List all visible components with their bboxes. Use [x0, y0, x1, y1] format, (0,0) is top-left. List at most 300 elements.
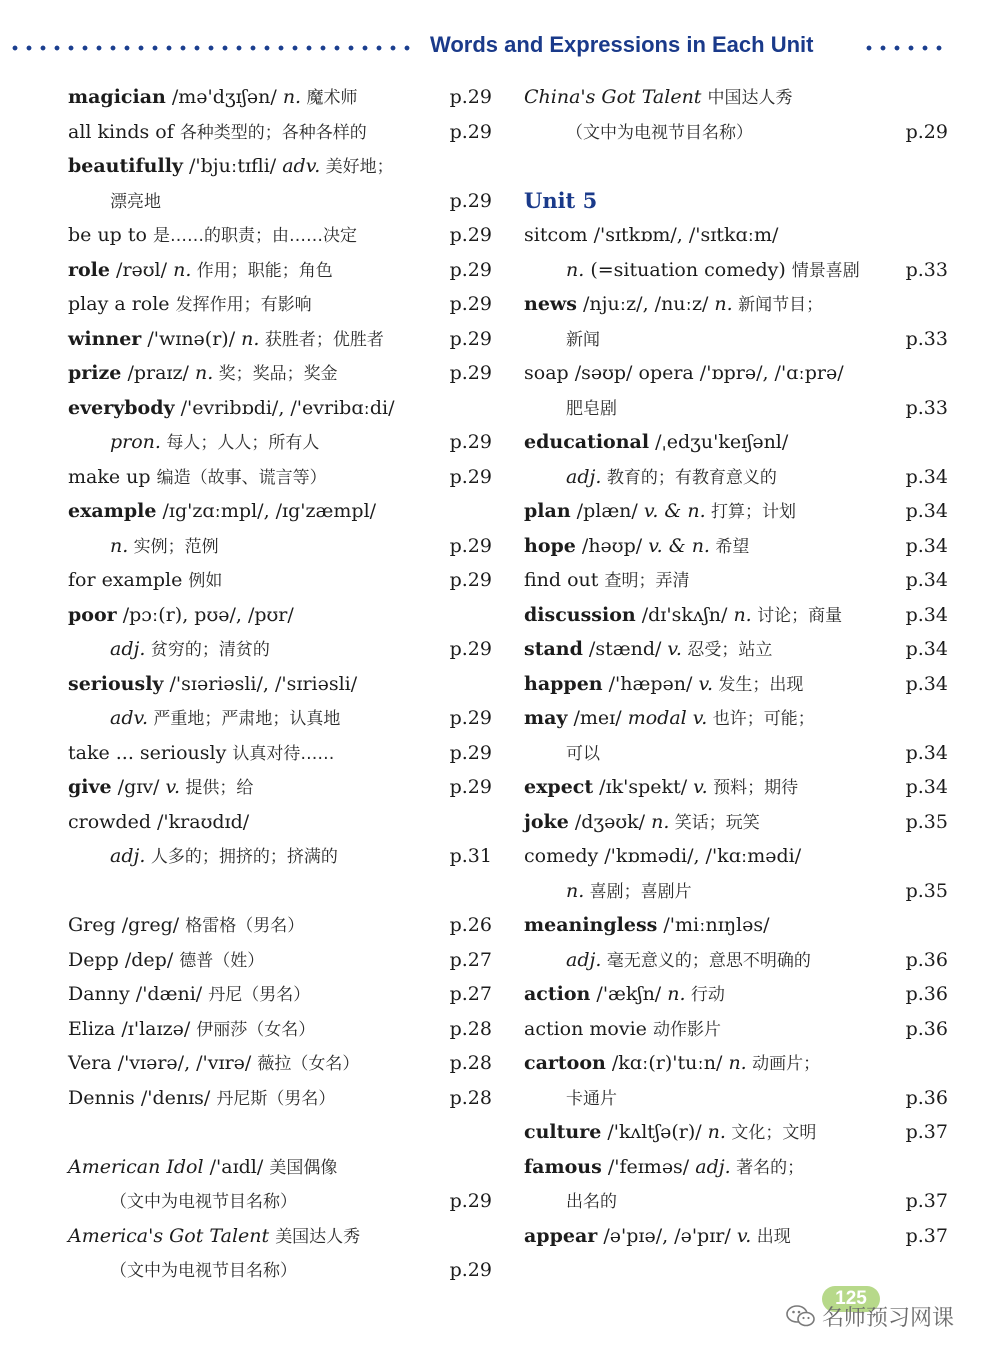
chinese-gloss: 发挥作用；有影响	[175, 295, 312, 315]
page-reference: p.36	[905, 1086, 948, 1109]
entry-text	[566, 943, 811, 979]
page-reference: p.29	[449, 741, 492, 764]
part-of-speech: modal v.	[627, 707, 708, 729]
vocab-entry-line	[68, 977, 492, 1012]
headword: action	[524, 983, 591, 1005]
vocab-entry-line	[68, 253, 492, 288]
part-of-speech: America's Got Talent	[68, 1224, 270, 1247]
page-reference: p.34	[905, 672, 948, 695]
page-reference: p.28	[449, 1017, 492, 1040]
entry-text	[524, 287, 823, 323]
entry-segment: Greg /greg/	[68, 914, 186, 936]
vocab-entry-line	[68, 839, 492, 874]
vocab-entry-line	[68, 1150, 492, 1185]
entry-text	[566, 1081, 617, 1117]
chinese-gloss: 发生；出现	[713, 674, 804, 695]
wechat-icon	[786, 1304, 816, 1328]
chinese-gloss: 编造（故事、谎言等）	[156, 467, 327, 488]
entry-text	[68, 287, 312, 323]
entry-text	[68, 977, 310, 1013]
entry-text	[524, 667, 803, 703]
page-reference: p.33	[905, 396, 948, 419]
entry-text	[524, 1150, 804, 1186]
vocab-entry-line	[524, 322, 948, 357]
page-reference: p.33	[905, 327, 948, 350]
vocab-entry-line	[524, 1219, 948, 1254]
entry-segment: /meɪ/	[567, 707, 628, 729]
entry-text	[524, 218, 778, 253]
chinese-gloss: 动作影片	[652, 1019, 721, 1040]
vocab-entry-line	[68, 701, 492, 736]
entry-segment: comedy /'kɒmədi/, /'kɑːmədi/	[524, 845, 802, 867]
chinese-gloss: 忍受；站立	[681, 640, 773, 660]
entry-segment: soap /səʊp/ opera /'ɒprə/, /'ɑːprə/	[524, 362, 844, 384]
chinese-gloss: （文中为电视节目名称）	[110, 1192, 297, 1212]
part-of-speech: adj.	[566, 465, 602, 488]
vocab-entry-line	[524, 701, 948, 736]
entry-segment: /pɔː(r), pʊə/, /pʊr/	[116, 603, 294, 626]
headword: beautifully	[68, 155, 183, 177]
entry-text	[68, 460, 327, 496]
chinese-gloss: 认真对待……	[232, 743, 335, 764]
entry-text	[68, 391, 395, 426]
entry-text	[68, 805, 249, 840]
entry-text	[68, 1219, 360, 1255]
chinese-gloss: 美国偶像	[269, 1157, 338, 1178]
right-column	[524, 80, 948, 1253]
page-reference: p.29	[905, 120, 948, 143]
vocab-entry-line	[68, 563, 492, 598]
entry-text	[68, 598, 294, 633]
entry-text	[524, 770, 798, 806]
headword: role	[68, 258, 110, 281]
vocab-entry-line	[68, 391, 492, 426]
entry-segment: (=situation comedy)	[584, 258, 792, 281]
entry-segment: /ˌedʒu'keɪʃənl/	[649, 431, 789, 453]
vocab-entry-line	[68, 736, 492, 771]
part-of-speech: n.	[110, 534, 129, 557]
entry-segment: /rəʊl/	[110, 258, 174, 281]
part-of-speech: China's Got Talent	[524, 86, 702, 108]
spacer	[68, 874, 492, 909]
entry-segment: take ... seriously	[68, 741, 233, 764]
entry-segment: /'evribɒdi/, /'evribɑːdi/	[174, 396, 395, 419]
page-reference: p.37	[905, 1121, 948, 1143]
chinese-gloss: 格雷格（男名）	[185, 916, 305, 936]
chinese-gloss: 可以	[566, 743, 600, 764]
entry-text	[68, 80, 358, 116]
part-of-speech: adv.	[110, 707, 149, 729]
entry-segment: /'miːnɪŋləs/	[657, 914, 770, 936]
entry-segment: /'hæpən/	[602, 672, 699, 695]
entry-segment: Dennis /'denɪs/	[68, 1086, 217, 1109]
entry-text	[68, 1150, 337, 1186]
entry-text	[68, 115, 367, 151]
page-reference: p.26	[449, 914, 492, 936]
unit-heading: Unit 5	[524, 187, 598, 213]
entry-text	[524, 701, 815, 737]
chinese-gloss: 奖；奖品；奖金	[213, 364, 338, 384]
chinese-gloss: 肥皂剧	[566, 398, 617, 419]
entry-segment: /'ækʃn/	[590, 983, 668, 1005]
page-reference: p.29	[449, 224, 492, 246]
page-reference: p.29	[449, 1259, 492, 1281]
part-of-speech: n.	[733, 603, 752, 626]
entry-segment: /mə'dʒɪʃən/	[165, 86, 283, 108]
vocab-entry-line	[524, 115, 948, 150]
chinese-gloss: 讨论；商量	[751, 605, 843, 626]
spacer	[68, 1115, 492, 1150]
part-of-speech: n.	[707, 1121, 726, 1143]
chinese-gloss: 希望	[709, 536, 750, 557]
vocab-entry-line	[524, 1115, 948, 1150]
chinese-gloss: 美好地；	[320, 157, 394, 177]
entry-text	[524, 1046, 820, 1082]
entry-segment: play a role	[68, 293, 176, 315]
part-of-speech: n.	[241, 327, 260, 350]
vocab-entry-line	[524, 770, 948, 805]
vocab-entry-line	[524, 1012, 948, 1047]
part-of-speech: American Idol	[68, 1155, 204, 1178]
headword: appear	[524, 1224, 598, 1247]
vocab-entry-line	[524, 805, 948, 840]
entry-segment: Eliza /ɪ'laɪzə/	[68, 1017, 197, 1040]
vocab-entry-line	[524, 598, 948, 633]
page-reference: p.27	[449, 948, 492, 971]
entry-text	[524, 805, 760, 841]
chinese-gloss: 新闻	[566, 329, 600, 350]
entry-segment: /ɪg'zɑːmpl/, /ɪg'zæmpl/	[156, 500, 377, 522]
entry-text	[566, 1184, 617, 1220]
vocab-entry-line	[524, 1150, 948, 1185]
page-reference: p.33	[905, 258, 948, 281]
headword: meaningless	[524, 914, 658, 936]
entry-segment: /'feɪməs/	[601, 1155, 696, 1178]
entry-text	[68, 356, 338, 392]
entry-segment: /njuːz/, /nuːz/	[576, 293, 715, 315]
vocab-entry-line	[524, 874, 948, 909]
entry-text	[68, 943, 264, 979]
headword: poor	[68, 603, 117, 626]
part-of-speech: adj.	[695, 1155, 731, 1178]
vocab-entry-line	[524, 736, 948, 771]
vocab-entry-line	[524, 977, 948, 1012]
headword: news	[524, 293, 577, 315]
vocab-entry-line	[68, 322, 492, 357]
vocab-entry-line	[524, 563, 948, 598]
part-of-speech: n.	[728, 1052, 747, 1074]
chinese-gloss: 行动	[685, 985, 725, 1005]
part-of-speech: adj.	[110, 845, 146, 867]
entry-segment: sitcom /'sɪtkɒm/, /'sɪtkɑːm/	[524, 224, 779, 246]
part-of-speech: v.	[698, 672, 713, 695]
entry-segment: /plæn/	[570, 500, 644, 522]
entry-segment: /dɪ'skʌʃn/	[635, 603, 734, 626]
vocab-entry-line	[524, 460, 948, 495]
page-title: Words and Expressions in Each Unit	[430, 32, 814, 57]
vocab-entry-line	[524, 494, 948, 529]
page-reference: p.29	[449, 258, 492, 281]
entry-text	[566, 391, 617, 427]
entry-text	[68, 770, 253, 806]
headword: give	[68, 776, 112, 798]
entry-text	[68, 736, 334, 772]
page-reference: p.29	[449, 293, 492, 315]
watermark	[786, 1298, 954, 1334]
page-reference: p.35	[905, 810, 948, 833]
entry-text	[566, 460, 777, 496]
part-of-speech: adj.	[566, 948, 602, 971]
page-header	[0, 28, 1000, 68]
vocab-entry-line	[68, 80, 492, 115]
chinese-gloss: 例如	[188, 571, 223, 591]
page-reference: p.29	[449, 362, 492, 384]
chinese-gloss: 预料；期待	[707, 778, 799, 798]
page-reference: p.31	[449, 845, 492, 867]
chinese-gloss: 作用；职能；角色	[191, 260, 333, 281]
headword: happen	[524, 672, 603, 695]
entry-text	[524, 598, 842, 634]
chinese-gloss: 笑话；玩笑	[669, 812, 760, 833]
headword: everybody	[68, 396, 175, 419]
vocab-entry-line	[68, 494, 492, 529]
entry-text	[524, 80, 793, 116]
chinese-gloss: 实例；范例	[128, 536, 219, 557]
entry-text	[110, 529, 219, 565]
vocab-entry-line	[68, 1184, 492, 1219]
part-of-speech: v.	[693, 776, 708, 798]
vocab-entry-line	[524, 943, 948, 978]
page-reference: p.27	[449, 983, 492, 1005]
vocab-entry-line	[524, 425, 948, 460]
entry-text	[110, 1184, 297, 1220]
headword: winner	[68, 327, 142, 350]
part-of-speech: v.	[667, 638, 682, 660]
page-reference: p.29	[449, 534, 492, 557]
vocab-entry-line	[68, 425, 492, 460]
entry-text	[566, 874, 692, 910]
entry-text	[524, 977, 725, 1013]
page-reference: p.29	[449, 327, 492, 350]
vocab-entry-line	[68, 287, 492, 322]
chinese-gloss: 德普（姓）	[179, 950, 265, 971]
vocab-entry-line	[524, 391, 948, 426]
vocab-entry-line	[68, 1046, 492, 1081]
chinese-gloss: 丹尼（男名）	[208, 985, 311, 1005]
chinese-gloss: 新闻节目；	[732, 295, 824, 315]
page-reference: p.29	[449, 638, 492, 660]
vocab-entry-line	[68, 149, 492, 184]
entry-segment: /stænd/	[582, 638, 668, 660]
entry-text	[68, 253, 333, 289]
headword: seriously	[68, 672, 164, 695]
chinese-gloss: 中国达人秀	[707, 88, 793, 108]
headword: magician	[68, 86, 166, 108]
spacer	[524, 149, 948, 184]
entry-segment: crowded /'kraʊdɪd/	[68, 810, 250, 833]
chinese-gloss: 打算；计划	[705, 502, 797, 522]
part-of-speech: n.	[282, 86, 302, 108]
vocab-entry-line	[68, 356, 492, 391]
headword: hope	[524, 534, 576, 557]
page-reference: p.37	[905, 1224, 948, 1247]
page-reference: p.34	[905, 776, 948, 798]
chinese-gloss: 情景喜剧	[791, 260, 860, 281]
vocab-entry-line	[68, 218, 492, 253]
entry-text	[524, 1219, 791, 1255]
entry-text	[110, 839, 338, 875]
headword: example	[68, 500, 157, 522]
chinese-gloss: 严重地；严肃地；认真地	[148, 709, 341, 729]
page-reference: p.29	[449, 86, 492, 108]
vocab-entry-line	[68, 115, 492, 150]
entry-text	[524, 494, 796, 530]
header-dots-right	[862, 44, 942, 52]
headword: may	[524, 707, 568, 729]
page-reference: p.29	[449, 120, 492, 143]
chinese-gloss: 著名的；	[730, 1157, 805, 1178]
page-reference: p.29	[449, 776, 492, 798]
entry-text	[68, 218, 357, 254]
page-reference: p.36	[905, 983, 948, 1005]
entry-segment: /kɑː(r)'tuːn/	[605, 1052, 729, 1074]
entry-text	[68, 1081, 335, 1117]
vocab-entry-line	[68, 460, 492, 495]
entry-text	[68, 908, 304, 944]
vocab-entry-line	[68, 184, 492, 219]
entry-segment: /ə'pɪə/, /ə'pɪr/	[597, 1224, 737, 1247]
headword: prize	[68, 362, 122, 384]
chinese-gloss: 教育的；有教育意义的	[601, 467, 777, 488]
entry-text	[524, 839, 801, 874]
entry-segment: be up to	[68, 224, 153, 246]
page-reference: p.29	[449, 569, 492, 591]
entry-text	[524, 563, 689, 599]
vocab-entry-line	[524, 908, 948, 943]
chinese-gloss: 薇拉（女名）	[257, 1054, 360, 1074]
page-reference: p.35	[905, 879, 948, 902]
part-of-speech: n.	[651, 810, 670, 833]
entry-text	[524, 529, 749, 565]
entry-text	[566, 322, 600, 358]
entry-segment: /'sɪəriəsli/, /'sɪriəsli/	[163, 672, 358, 695]
entry-segment: /dʒəʊk/	[568, 810, 652, 833]
header-dots-left	[8, 44, 413, 52]
part-of-speech: adj.	[110, 638, 146, 660]
page-reference: p.28	[449, 1052, 492, 1074]
vocab-entry-line	[524, 287, 948, 322]
entry-segment: /ɪk'spekt/	[593, 776, 694, 798]
vocab-entry-line	[524, 632, 948, 667]
chinese-gloss: 出名的	[566, 1192, 617, 1212]
chinese-gloss: （文中为电视节目名称）	[566, 122, 753, 143]
chinese-gloss: 喜剧；喜剧片	[584, 881, 692, 902]
headword: cartoon	[524, 1052, 606, 1074]
page-reference: p.29	[449, 465, 492, 488]
entry-text	[524, 356, 844, 391]
entry-text	[524, 632, 772, 668]
page-reference: p.29	[449, 431, 492, 453]
chinese-gloss: 是……的职责；由……决定	[153, 226, 357, 246]
vocab-entry-line	[68, 1081, 492, 1116]
entry-segment: /'bjuːtɪfli/	[182, 155, 283, 177]
entry-text	[524, 1012, 721, 1048]
chinese-gloss: 获胜者；优胜者	[259, 329, 384, 350]
chinese-gloss: 人多的；拥挤的；挤满的	[145, 847, 338, 867]
left-column	[68, 80, 492, 1288]
vocab-entry-line	[524, 80, 948, 115]
entry-text	[68, 1046, 359, 1082]
entry-text	[566, 736, 600, 772]
entry-segment: /praɪz/	[121, 362, 195, 384]
entry-text	[110, 1253, 297, 1289]
vocab-entry-line	[68, 1012, 492, 1047]
part-of-speech: adv.	[282, 155, 321, 177]
page-number-badge: 125	[822, 1286, 880, 1312]
entry-text	[68, 322, 384, 358]
entry-text	[524, 1115, 816, 1151]
vocab-entry-line	[524, 839, 948, 874]
page-reference: p.34	[905, 465, 948, 488]
headword: expect	[524, 776, 594, 798]
entry-segment: /həʊp/	[575, 534, 649, 557]
entry-segment: find out	[524, 569, 605, 591]
vocab-entry-line	[524, 253, 948, 288]
page-reference: p.29	[449, 707, 492, 729]
entry-text	[68, 494, 376, 529]
headword: educational	[524, 431, 650, 453]
vocab-entry-line	[524, 1184, 948, 1219]
part-of-speech: n.	[667, 983, 686, 1005]
headword: discussion	[524, 603, 636, 626]
chinese-gloss: 贫穷的；清贫的	[145, 640, 270, 660]
vocab-entry-line	[68, 770, 492, 805]
page-reference: p.29	[449, 189, 492, 212]
headword: stand	[524, 638, 583, 660]
chinese-gloss: 也许；可能；	[707, 709, 815, 729]
chinese-gloss: 出现	[751, 1226, 791, 1247]
entry-text	[566, 253, 860, 289]
watermark-text: 名师预习网课	[822, 1305, 955, 1331]
entry-segment: /gɪv/	[111, 776, 166, 798]
chinese-gloss: 伊丽莎（女名）	[196, 1019, 316, 1040]
part-of-speech: n.	[173, 258, 192, 281]
part-of-speech: n.	[714, 293, 733, 315]
part-of-speech: v.	[165, 776, 181, 798]
entry-text	[524, 425, 788, 460]
chinese-gloss: 卡通片	[566, 1088, 617, 1109]
vocab-entry-line	[68, 598, 492, 633]
chinese-gloss: 丹尼斯（男名）	[216, 1088, 336, 1109]
vocab-entry-line	[68, 805, 492, 840]
chinese-gloss: 提供；给	[180, 778, 254, 798]
chinese-gloss: 动画片；	[746, 1054, 821, 1074]
vocab-entry-line	[524, 218, 948, 253]
entry-text	[68, 1012, 315, 1048]
entry-segment: /'aɪdl/	[203, 1155, 270, 1178]
part-of-speech: v. & n.	[643, 500, 706, 522]
part-of-speech: v. & n.	[648, 534, 710, 557]
entry-text	[524, 908, 770, 943]
part-of-speech: n.	[194, 362, 214, 384]
chinese-gloss: 毫无意义的；意思不明确的	[601, 950, 811, 971]
chinese-gloss: 各种类型的；各种各样的	[179, 122, 367, 143]
entry-text	[110, 632, 270, 668]
headword: plan	[524, 500, 571, 522]
vocab-entry-line	[524, 529, 948, 564]
vocab-entry-line	[524, 356, 948, 391]
vocab-entry-line	[68, 632, 492, 667]
